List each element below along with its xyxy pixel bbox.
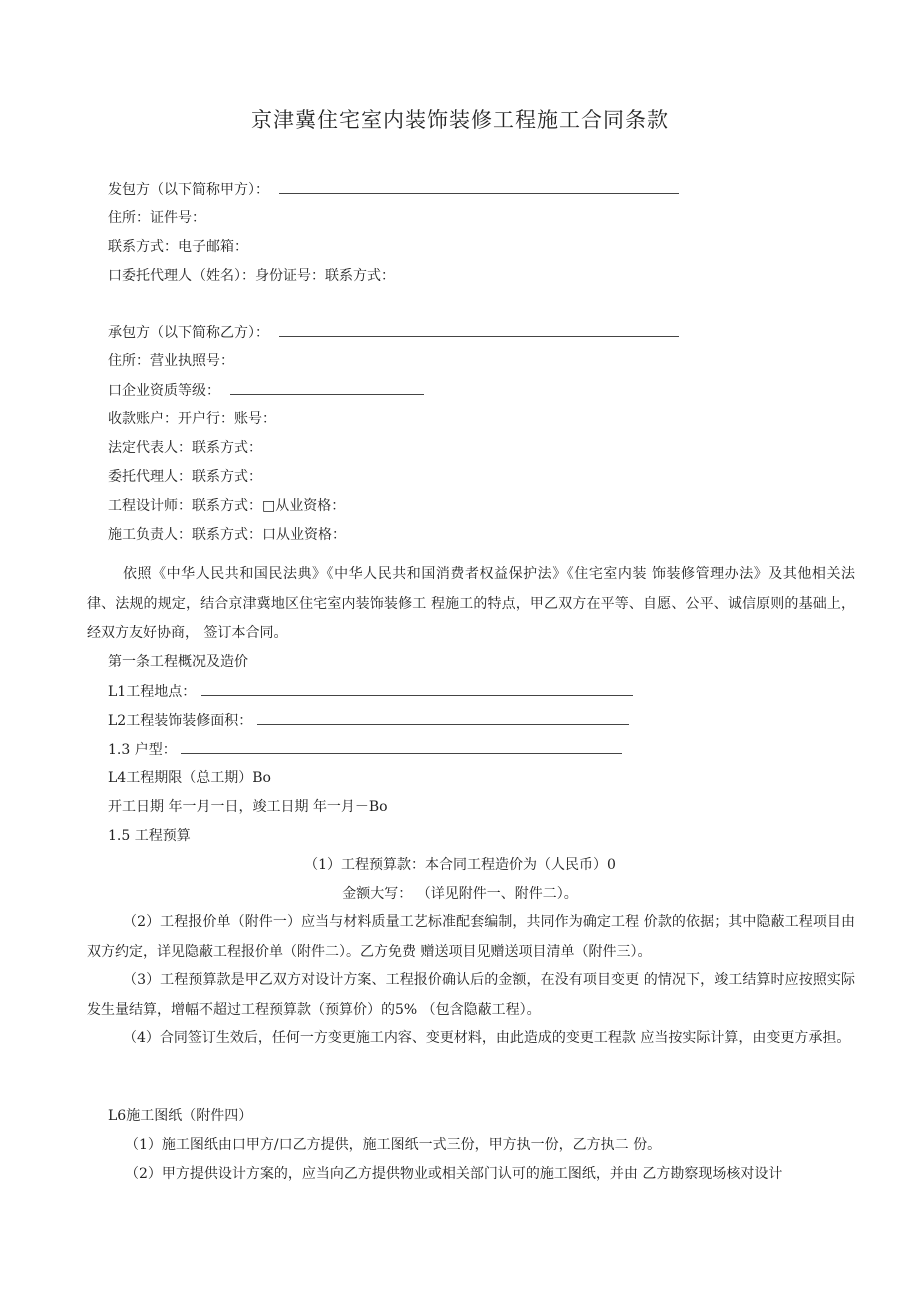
area-blank (257, 710, 629, 725)
location-line (108, 681, 633, 702)
budget-item-1: （1）工程预算款：本合同工程造价为（人民币）0 (304, 857, 616, 873)
party-b-line (108, 322, 679, 343)
period-line: L4工程期限（总工期）Bo (108, 770, 271, 786)
location-label: L1工程地点： (108, 684, 197, 700)
layout-line (108, 739, 622, 760)
area-label: L2工程装饰装修面积： (108, 713, 253, 729)
party-a-agent: 口委托代理人（姓名）：身份证号：联系方式： (108, 268, 395, 284)
intro-paragraph: 依照《中华人民共和国民法典》《中华人民共和国消费者权益保护法》《住宅室内装 饰装修管理办法》及其他相关法律、法规的规定，结合京津冀地区住宅室内装饰装修工 程施工的特点，甲乙双方在平等、自愿、公平、诚信原则的基础上，经双方友好协商， 签订本合同。 (87, 566, 855, 641)
party-b-qualification-line (108, 380, 424, 401)
budget-heading: 1.5 工程预算 (108, 828, 191, 844)
budget-item-2: （2）工程报价单（附件一）应当与材料质量工艺标准配套编制，共同作为确定工程 价款的依据；其中隐蔽工程项目由双方约定，详见隐蔽工程报价单（附件二）。乙方免费 赠送项目见赠送项目清单（附件三）。 (87, 914, 855, 960)
document-title: 京津冀住宅室内装饰装修工程施工合同条款 (251, 108, 669, 132)
budget-item-3: （3）工程预算款是甲乙双方对设计方案、工程报价确认后的金额，在没有项目变更 的情况下，竣工结算时应按照实际发生量结算，增幅不超过工程预算款（预算价）的5% （包含隐蔽工程）。 (87, 972, 855, 1018)
drawings-item-2: （2）甲方提供设计方案的，应当向乙方提供物业或相关部门认可的施工图纸，并由 乙方勘察现场核对设计 (125, 1166, 783, 1182)
party-b-legal-rep: 法定代表人：联系方式： (108, 440, 262, 456)
party-b-designer: 工程设计师：联系方式：□从业资格： (108, 498, 346, 514)
dates-line: 开工日期 年一月一日，竣工日期 年一月－Bo (108, 799, 388, 815)
area-line (108, 710, 629, 731)
drawings-item-1: （1）施工图纸由口甲方/口乙方提供，施工图纸一式三份，甲方执一份，乙方执二 份。 (125, 1137, 662, 1153)
qualification-blank (230, 380, 424, 395)
party-a-label: 发包方（以下简称甲方）： (108, 182, 269, 198)
drawings-heading: L6施工图纸（附件四） (108, 1108, 253, 1124)
party-b-agent: 委托代理人：联系方式： (108, 469, 262, 485)
layout-label: 1.3 户型： (108, 742, 177, 758)
party-b-label: 承包方（以下简称乙方）： (108, 325, 269, 341)
party-b-account: 收款账户：开户行：账号： (108, 411, 276, 427)
budget-item-4: （4）合同签订生效后，任何一方变更施工内容、变更材料，由此造成的变更工程款 应当按实际计算，由变更方承担。 (123, 1030, 851, 1046)
party-b-blank (279, 322, 679, 337)
budget-amount-words: 金额大写： （详见附件一、附件二）。 (342, 886, 578, 902)
party-a-blank (279, 179, 679, 194)
party-a-address: 住所：证件号： (108, 210, 206, 226)
party-b-qualification: 口企业资质等级： (108, 383, 220, 399)
location-blank (201, 681, 633, 696)
party-a-contact: 联系方式：电子邮箱： (108, 239, 248, 255)
layout-blank (181, 739, 622, 754)
article1-heading: 第一条工程概况及造价 (108, 654, 248, 670)
party-b-address: 住所：营业执照号： (108, 353, 234, 369)
party-b-construction-lead: 施工负责人：联系方式：口从业资格： (108, 527, 346, 543)
party-a-line (108, 179, 679, 200)
